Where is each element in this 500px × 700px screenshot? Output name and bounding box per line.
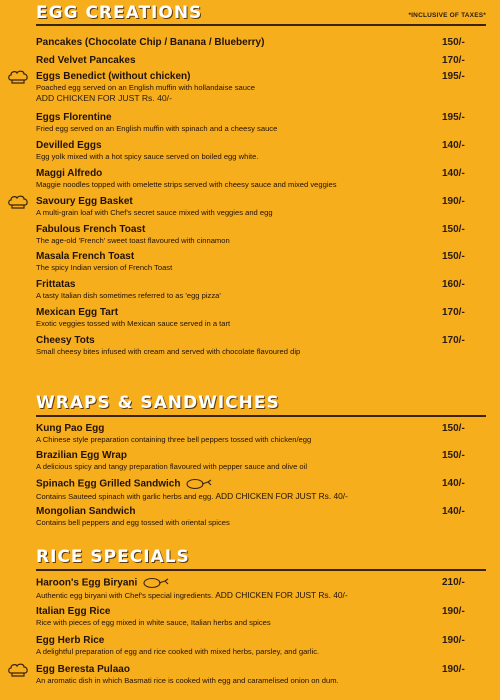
item-name: Fabulous French Toast <box>36 224 146 235</box>
menu-item <box>36 423 492 445</box>
item-name <box>36 478 492 491</box>
menu-item <box>36 506 492 528</box>
item-description: A tasty Italian dish sometimes referred to as 'egg pizza' <box>36 291 221 300</box>
item-price: 140/- <box>442 506 465 517</box>
item-name: Italian Egg Rice <box>36 606 111 617</box>
item-price: 170/- <box>442 55 465 66</box>
item-description: The spicy Indian version of French Toast <box>36 263 173 272</box>
item-price: 150/- <box>442 251 465 262</box>
chef-hat-icon <box>7 195 29 209</box>
item-description: A multi-grain loaf with Chef's secret sauce mixed with veggies and egg <box>36 208 273 217</box>
item-description: Fried egg served on an English muffin with spinach and a cheesy sauce <box>36 124 278 133</box>
section-title: RICE SPECIALS <box>36 547 190 567</box>
item-price: 140/- <box>442 168 465 179</box>
item-price: 190/- <box>442 664 465 675</box>
item-price: 150/- <box>442 423 465 434</box>
item-name: Savoury Egg Basket <box>36 196 133 207</box>
item-name: Mongolian Sandwich <box>36 506 136 517</box>
chicken-drumstick-icon <box>186 478 212 490</box>
item-description <box>36 491 492 502</box>
menu-item <box>36 577 492 601</box>
menu-item <box>36 279 492 301</box>
section-title: EGG CREATIONS <box>36 3 203 23</box>
menu-item <box>36 606 492 628</box>
section-rice-specials <box>0 547 500 700</box>
item-description: An aromatic dish in which Basmati rice is cooked with egg and caramelised onion on dum. <box>36 676 339 685</box>
item-name: Frittatas <box>36 279 76 290</box>
item-price: 195/- <box>442 71 465 82</box>
chicken-drumstick-icon <box>143 577 169 589</box>
add-chicken-note: ADD CHICKEN FOR JUST Rs. 40/- <box>215 589 348 600</box>
item-description: A Chinese style preparation containing three bell peppers tossed with chicken/egg <box>36 435 312 444</box>
item-description: Rice with pieces of egg mixed in white sauce, Italian herbs and spices <box>36 618 271 627</box>
item-name: Brazilian Egg Wrap <box>36 450 127 461</box>
section-wraps-sandwiches <box>0 393 500 533</box>
menu-item <box>36 335 492 357</box>
item-price: 190/- <box>442 196 465 207</box>
item-name: Pancakes (Chocolate Chip / Banana / Blueberry) <box>36 37 265 48</box>
menu-item <box>36 307 492 329</box>
menu-item <box>36 664 492 686</box>
menu-item <box>36 251 492 273</box>
description-text: Contains Sauteed spinach with garlic herbs and egg. <box>36 491 214 501</box>
menu-item <box>36 168 492 190</box>
item-name: Eggs Florentine <box>36 112 112 123</box>
item-name: Red Velvet Pancakes <box>36 55 136 66</box>
menu-item <box>36 71 492 104</box>
item-price: 160/- <box>442 279 465 290</box>
item-price: 140/- <box>442 140 465 151</box>
description-text: Authentic egg biryani with Chef's special ingredients. <box>36 590 214 600</box>
menu-item <box>36 450 492 472</box>
item-description: The age-old 'French' sweet toast flavoured with cinnamon <box>36 236 230 245</box>
menu-item <box>36 55 492 67</box>
item-name: Mexican Egg Tart <box>36 307 119 318</box>
section-divider <box>36 569 486 571</box>
item-price: 210/- <box>442 577 465 588</box>
item-name: Kung Pao Egg <box>36 423 105 434</box>
menu-item <box>36 478 492 502</box>
item-price: 170/- <box>442 307 465 318</box>
item-description <box>36 590 492 601</box>
item-description: Maggie noodles topped with omelette strips served with cheesy sauce and mixed veggies <box>36 180 337 189</box>
item-name-text: Spinach Egg Grilled Sandwich <box>36 478 181 490</box>
menu-item <box>36 224 492 246</box>
item-name: Devilled Eggs <box>36 140 102 151</box>
section-divider <box>36 24 486 26</box>
item-price: 150/- <box>442 37 465 48</box>
item-price: 195/- <box>442 112 465 123</box>
item-name: Cheesy Tots <box>36 335 95 346</box>
item-name: Maggi Alfredo <box>36 168 103 179</box>
item-price: 170/- <box>442 335 465 346</box>
section-title: WRAPS & SANDWICHES <box>36 393 280 413</box>
item-price: 190/- <box>442 635 465 646</box>
item-price: 150/- <box>442 450 465 461</box>
item-name: Masala French Toast <box>36 251 135 262</box>
menu-item <box>36 635 492 657</box>
item-description: A delightful preparation of egg and rice cooked with mixed herbs, parsley, and garlic. <box>36 647 320 656</box>
item-price: 190/- <box>442 606 465 617</box>
item-description: Small cheesy bites infused with cream and served with chocolate flavoured dip <box>36 347 301 356</box>
section-divider <box>36 415 486 417</box>
menu-item <box>36 140 492 162</box>
tax-note: *INCLUSIVE OF TAXES* <box>408 12 486 19</box>
item-price: 140/- <box>442 478 465 489</box>
item-name: Egg Beresta Pulaao <box>36 664 130 675</box>
chef-hat-icon <box>7 663 29 677</box>
item-name: Eggs Benedict (without chicken) <box>36 71 191 82</box>
menu-item <box>36 112 492 134</box>
item-price: 150/- <box>442 224 465 235</box>
item-description: Contains bell peppers and egg tossed with oriental spices <box>36 518 230 527</box>
item-description: Exotic veggies tossed with Mexican sauce served in a tart <box>36 319 231 328</box>
item-description: Poached egg served on an English muffin with hollandaise sauce <box>36 83 255 92</box>
item-description: Egg yolk mixed with a hot spicy sauce served on boiled egg white. <box>36 152 259 161</box>
add-chicken-note: ADD CHICKEN FOR JUST Rs. 40/- <box>215 490 348 501</box>
menu-item <box>36 37 492 49</box>
chef-hat-icon <box>7 70 29 84</box>
item-description: A delicious spicy and tangy preparation flavoured with pepper sauce and olive oil <box>36 462 308 471</box>
item-name-text: Haroon's Egg Biryani <box>36 577 138 589</box>
item-name: Egg Herb Rice <box>36 635 105 646</box>
item-name <box>36 577 492 590</box>
menu-item <box>36 196 492 218</box>
add-chicken-note: ADD CHICKEN FOR JUST Rs. 40/- <box>36 93 172 103</box>
